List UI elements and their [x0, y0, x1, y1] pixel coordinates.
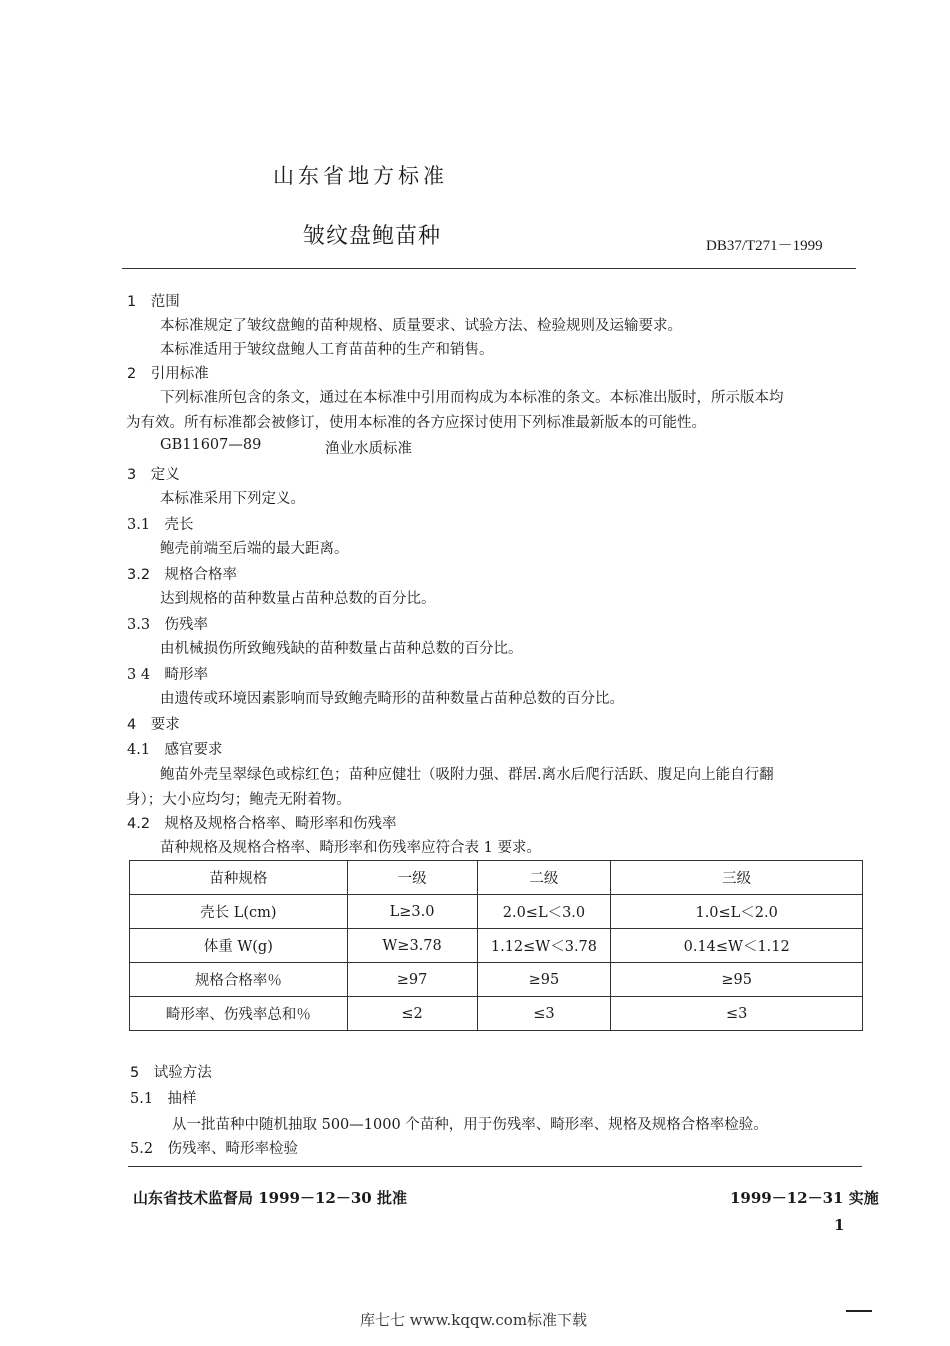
paragraph: 本标准采用下列定义。 — [160, 491, 305, 507]
table-cell: 1.12≤W＜3.78 — [477, 929, 611, 963]
table-header-cell: 苗种规格 — [130, 861, 348, 895]
table-row — [130, 997, 863, 1031]
paragraph: 鲍壳前端至后端的最大距离。 — [160, 541, 349, 557]
page-number: 1 — [834, 1216, 845, 1234]
paragraph: 苗种规格及规格合格率、畸形率和伤残率应符合表 1 要求。 — [160, 840, 541, 856]
table-cell: 畸形率、伤残率总和％ — [130, 997, 348, 1031]
paragraph: 由机械损伤所致鲍残缺的苗种数量占苗种总数的百分比。 — [160, 641, 523, 657]
table-cell: 体重 W(g) — [130, 929, 348, 963]
standard-number: DB37/T271－1999 — [706, 238, 823, 254]
implementation-date: 1999－12－31 实施 — [730, 1189, 879, 1207]
paragraph: 从一批苗种中随机抽取 500—1000 个苗种，用于伤残率、畸形率、规格及规格合格率检验。 — [172, 1117, 768, 1133]
table-cell: ≥95 — [611, 963, 863, 997]
subsection-heading: 5.2 伤残率、畸形率检验 — [130, 1141, 299, 1157]
table-cell: 0.14≤W＜1.12 — [611, 929, 863, 963]
table-cell: L≥3.0 — [347, 895, 477, 929]
standard-title: 皱纹盘鲍苗种 — [303, 224, 442, 249]
paragraph: 本标准适用于皱纹盘鲍人工育苗苗种的生产和销售。 — [160, 342, 494, 358]
header-rule — [122, 268, 856, 269]
table-row — [130, 895, 863, 929]
paragraph: 由遗传或环境因素影响而导致鲍壳畸形的苗种数量占苗种总数的百分比。 — [160, 691, 624, 707]
paragraph: 为有效。所有标准都会被修订，使用本标准的各方应探讨使用下列标准最新版本的可能性。 — [126, 415, 706, 431]
table-cell: W≥3.78 — [347, 929, 477, 963]
paragraph: 达到规格的苗种数量占苗种总数的百分比。 — [160, 591, 436, 607]
document-category-title: 山东省地方标准 — [273, 164, 448, 188]
subsection-heading: 3.3 伤残率 — [127, 617, 209, 633]
footer-rule — [128, 1166, 862, 1167]
table-cell: ≤3 — [611, 997, 863, 1031]
section-4-heading: 4 要求 — [127, 717, 180, 733]
subsection-heading: 4.2 规格及规格合格率、畸形率和伤残率 — [127, 816, 397, 832]
subsection-heading: 5.1 抽样 — [130, 1091, 197, 1107]
table-header-cell: 三级 — [611, 861, 863, 895]
paragraph: 下列标准所包含的条文，通过在本标准中引用而构成为本标准的条文。本标准出版时，所示版本均 — [160, 390, 784, 406]
section-3-heading: 3 定义 — [127, 467, 180, 483]
table-cell: ≤2 — [347, 997, 477, 1031]
page-mark — [846, 1310, 872, 1312]
subsection-heading: 3 4 畸形率 — [127, 667, 209, 683]
table-cell: ≥97 — [347, 963, 477, 997]
subsection-heading: 3.2 规格合格率 — [127, 567, 238, 583]
table-header-row — [130, 861, 863, 895]
subsection-heading: 4.1 感官要求 — [127, 742, 223, 758]
table-header-cell: 一级 — [347, 861, 477, 895]
table-cell: ≤3 — [477, 997, 611, 1031]
reference-code: GB11607—89 — [160, 437, 262, 453]
spec-table — [129, 860, 863, 1031]
reference-name: 渔业水质标准 — [325, 441, 412, 457]
table-cell: ≥95 — [477, 963, 611, 997]
subsection-heading: 3.1 壳长 — [127, 517, 194, 533]
section-1-heading: 1 范围 — [127, 294, 180, 310]
paragraph: 本标准规定了皱纹盘鲍的苗种规格、质量要求、试验方法、检验规则及运输要求。 — [160, 318, 682, 334]
paragraph: 身）；大小应均匀；鲍壳无附着物。 — [126, 792, 351, 808]
table-row — [130, 929, 863, 963]
table-row — [130, 963, 863, 997]
watermark-text: 库七七 www.kqqw.com标准下载 — [360, 1311, 588, 1329]
table-cell: 壳长 L(cm) — [130, 895, 348, 929]
approval-line: 山东省技术监督局 1999－12－30 批准 — [133, 1189, 407, 1207]
paragraph: 鲍苗外壳呈翠绿色或棕红色；苗种应健壮（吸附力强、群居.离水后爬行活跃、腹足向上能自行翻 — [160, 767, 774, 783]
table-header-cell: 二级 — [477, 861, 611, 895]
section-5-heading: 5 试验方法 — [130, 1065, 212, 1081]
table-cell: 2.0≤L＜3.0 — [477, 895, 611, 929]
table-cell: 1.0≤L＜2.0 — [611, 895, 863, 929]
table-cell: 规格合格率％ — [130, 963, 348, 997]
section-2-heading: 2 引用标准 — [127, 366, 209, 382]
